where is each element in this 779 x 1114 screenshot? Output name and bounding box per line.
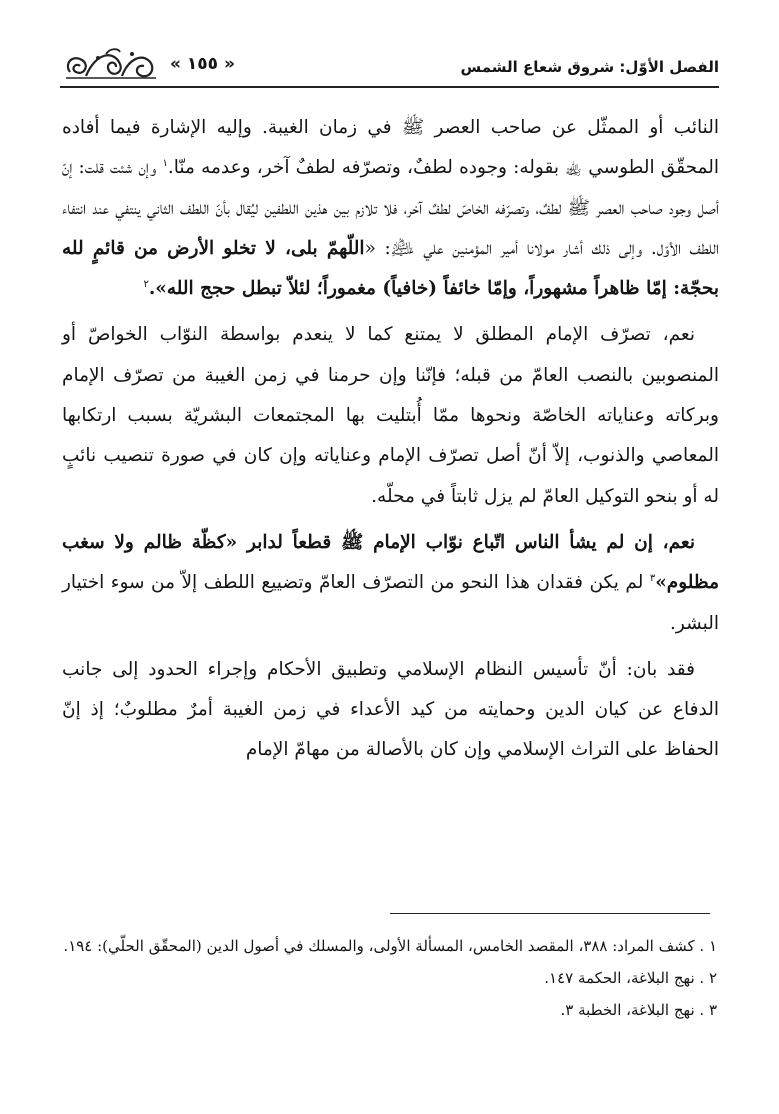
footnote-3: ٣ . نهج البلاغة، الخطبة ٣. (560, 1001, 717, 1019)
chapter-title: الفصل الأوّل: شروق شعاع الشمس (460, 58, 719, 76)
hadith-quote: كظّة ظالم ولا سغب مظلوم (62, 531, 719, 594)
running-header (60, 44, 719, 88)
footnote-divider (390, 913, 710, 914)
footnote-ref-2: ٢ (143, 279, 149, 291)
paragraph-2: نعم، تصرّف الإمام المطلق لا يمتنع كما لا ينعدم بواسطة النوّاب الخواصّ أو المنصوبين بالنصب العامّ من قبله؛ فإنّنا وإن حرمنا في زمن الغيبة من تصرّف الإمام وبركاته وعناياته الخاصّة ونحوها ممّا أُبتليت بها المجتمعات البشريّة بسبب ارتكابها المعاصي والذنوب، إلاّ أنّ أصل تصرّف الإمام وعناياته وإن كان في صورة تنصيب نائبٍ له أو بنحو التوكيل العامّ لم يزل ثابتاً في محلّه. (62, 324, 719, 507)
footnote-1: ١ . كشف المراد: ٣٨٨، المقصد الخامس، المسألة الأولى، والمسلك في أصول الدين (المحقّق الحلّي): ١٩٤. (63, 937, 717, 955)
text-run: ». (148, 278, 167, 300)
header-divider (60, 86, 719, 88)
paragraph-1 (62, 108, 719, 309)
text-run: وإن شئت قلت: إنّ أصل وجود صاحب العصر ﷺ لطفٌ، وتصرّفه الخاصّ لطفٌ آخر، فلا تلازم بين هذين اللطفين ليُقال بأنّ اللطف الثاني ينتفي عند انتفاء اللطف الأوّل. وإلى ذلك أشار مولانا أمير المؤمنين علي ﵇: « (62, 157, 719, 259)
text-run: نعم، إن لم يشأ الناس اتّباع نوّاب الإمام ﷺ قطعاً لدابر « (225, 531, 695, 553)
ornament-icon (62, 46, 160, 84)
text-run: لم يكن فقدان هذا النحو من التصرّف العامّ وتضييع اللطف إلاّ من سوء اختيار البشر. (62, 572, 719, 634)
paragraph-3 (62, 523, 719, 644)
hadith-quote: اللّهمّ بلى، لا تخلو الأرض من قائمٍ لله بحجّة: إمّا ظاهراً مشهوراً، وإمّا خائفاً (خافياً) مغموراً؛ لئلاّ تبطل حجج الله (62, 237, 719, 300)
page-number: « ١٥٥ » (170, 54, 235, 74)
text-run: النائب أو الممثّل عن صاحب العصر ﷺ في زمان الغيبة. وإليه الإشارة فيما أفاده المحقّق الطوسي ﵀ بقوله: وجوده لطفٌ، وتصرّفه لطفٌ آخر، وعدمه منّا. (62, 117, 719, 179)
footnote-ref-1: ١ (162, 158, 168, 170)
text-run: » (655, 572, 667, 594)
footnote-ref-3: ٣ (649, 573, 656, 585)
paragraph-4: فقد بان: أنّ تأسيس النظام الإسلامي وتطبيق الأحكام وإجراء الحدود إلى جانب الدفاع عن كيان الدين وحمايته من كيد الأعداء في زمن الغيبة أمرٌ مطلوبٌ؛ إذ إنّ الحفاظ على التراث الإسلامي وإن كان بالأصالة من مهامّ الإمام (62, 658, 719, 761)
footnotes (62, 930, 717, 1026)
main-text (62, 108, 719, 777)
footnote-2: ٢ . نهج البلاغة، الحكمة ١٤٧. (544, 969, 717, 987)
